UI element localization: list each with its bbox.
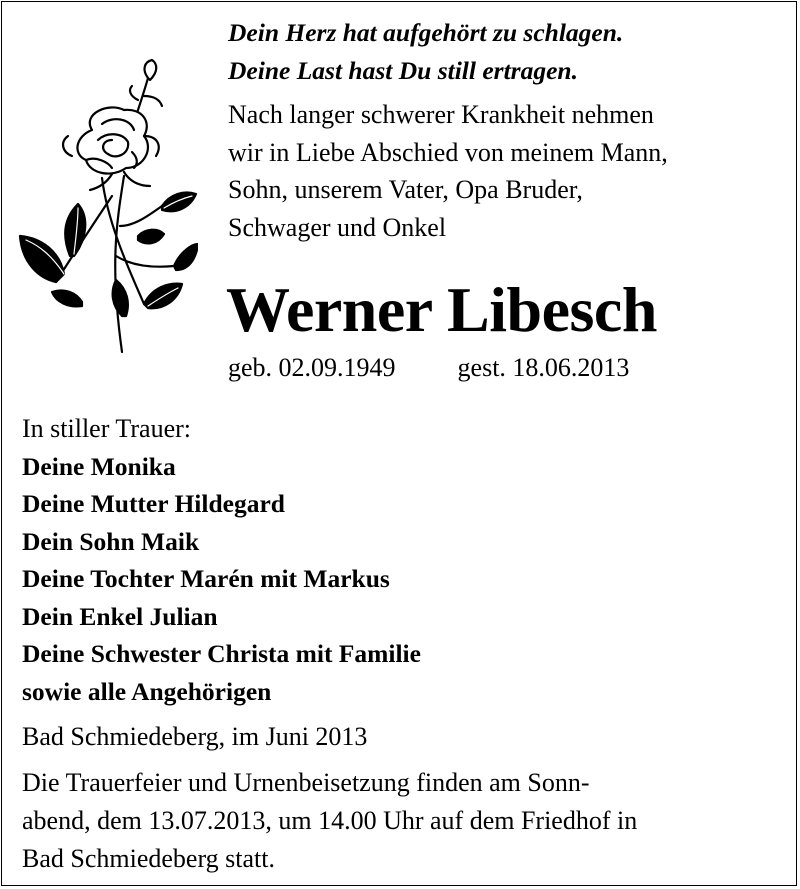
rose-icon [12,56,198,356]
life-dates [228,350,788,386]
mourner-line: Deine Monika [22,451,176,481]
birth-date: geb. 02.09.1949 [228,353,396,382]
mourner-line: Dein Enkel Julian [22,601,218,631]
funeral-notice [22,764,792,878]
intro-line: Schwager und Onkel [228,212,447,242]
mourner-line: Dein Sohn Maik [22,526,200,556]
notice-line: Bad Schmiedeberg statt. [22,844,275,873]
intro-line: wir in Liebe Abschied von meinem Mann, [228,137,668,167]
notice-line: Die Trauerfeier und Urnenbeisetzung finden am Sonn- [22,768,590,797]
mourning-intro: In stiller Trauer: [22,414,191,443]
motto-verse [228,14,788,90]
mourner-line: Deine Schwester Christa mit Familie [22,639,421,668]
deceased-name: Werner Libesch [226,274,657,345]
mourner-line: Deine Mutter Hildegard [22,489,285,518]
intro-line: Nach langer schwerer Krankheit nehmen [228,100,654,129]
motto-line: Dein Herz hat aufgehört zu schlagen. [228,18,624,47]
intro-line: Sohn, unserem Vater, Opa Bruder, [228,175,583,204]
mourner-line: sowie alle Angehörigen [22,676,272,706]
motto-line: Deine Last hast Du still ertragen. [228,56,578,85]
mourners-list [22,410,792,710]
intro-text [228,96,788,246]
death-date: gest. 18.06.2013 [457,353,630,382]
place-date: Bad Schmiedeberg, im Juni 2013 [22,722,368,751]
notice-line: abend, dem 13.07.2013, um 14.00 Uhr auf dem Friedhof in [22,806,638,835]
mourner-line: Deine Tochter Marén mit Markus [22,564,390,593]
